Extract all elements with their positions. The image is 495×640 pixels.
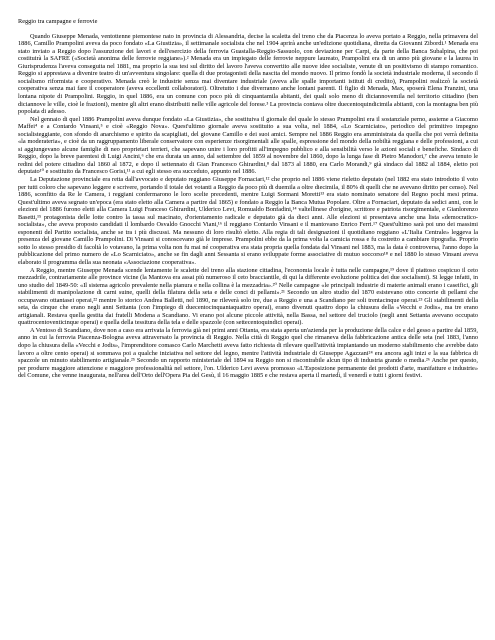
paragraph-1: Quando Giuseppe Menada, ventottenne piemontese nato in provincia di Alessandria, decise la scaletta del treno che da Piacenza lo aveva portato a Reggio, nella primavera del 1886, Camillo Prampolini aveva da poco fondato «La Giustizia», il settimanale socialista che nel 1904 aprirà anche un'edizione quotidiana, diretta da Giovanni Zibordi.¹ Menada era stato inviato a Reggio dopo l'assunzione dei lavori e dell'esercizio della ferrovia Guastalla-Reggio-Sassuolo, con deviazione per Carpi, da parte della Banca Subalpina, che poi costituirà la SAFRE («Società anonima delle ferrovie reggiane»).² Menada era un impiegato delle ferrovie neppure laureato, Prampolini era di un anno più giovane e la laurea in Giurisprudenza l'aveva conseguita nel 1881, ma proprio la sua tesi sul diritto del lavoro l'aveva convertito alle nuove idee socialiste, venute di un positivismo di stampo romantico. Reggio si apprestava a divenire teatro di un'avventura singolare: quella di due protagonisti della nascita del mondo nuovo. Il primo fondò la società industriale moderna, il secondo il socialismo riformista e cooperativo. Menada creò le industrie senza mai diventare industriale (aveva alle spalle importanti istituti di credito), Prampolini realizzò la società cooperativa senza mai fare il cooperatore (aveva eccellenti collaboratori). Oltretutto i due diverranno anche lontani parenti. Il figlio di Menada, Max, sposerà Elena Franzini, una lontana nipote di Prampolini. Reggio, in quel 1886, era un comune con poco più di cinquantamila abitanti, dei quali solo meno di diciannovemila nel territorio cittadino (ben diciannove le ville, cioè le frazioni), mentre gli altri erano distribuiti nelle ville agricole del forese.³ La provincia contava oltre duecentoquindicimila abitanti, con la montagna ben più popolata di adesso. [18, 32, 478, 116]
paragraph-5: A Ventoso di Scandiano, dove non a caso era arrivata la ferrovia già nei primi anni Ottanta, era stata aperta un'azienda per la produzione della calce e del gesso a partire dal 1859, anno in cui la ferrovia Piacenza-Bologna aveva attraversato la provincia di Reggio. Nella città di Reggio quel che rimaneva della fabbricazione antica delle seta (nel 1883, l'anno dopo la chiusura della «Vecchi e Jodis», l'imprenditore comasco Carlo Marchetti aveva fatto richiesta di rilevare quell'attività impiantando un moderno stabilimento che avrebbe dato lavoro a oltre cento operai) si sommava poi a qualche iniziativa nel settore del legno, mentre l'attività industriale di Giuseppe Agazzani²⁴ era ancora agli inizi e la sua fabbrica di spazzole un minuto stabilimento artigianale.²⁵ Secondo un rapporto ministeriale del 1894 su Reggio non si riscontrabile alcun tipo di industria grande o media.²⁶ Anche per questo, per produrre maggiore attenzione e maggiore professionalità nel settore, l'on. Ulderico Levi aveva promosso «L'Esposizione permanente dei prodotti d'arte, manifatture e industrie» del Comune, che venne inaugurata, nell'area dell'Orto dell'Opera Pia del Gesù, il 16 maggio 1885 e che restava aperta il martedì, il venerdì e tutti i giorni festivi. [18, 326, 478, 380]
chapter-heading: Reggio tra campagne e ferrovie [18, 18, 98, 25]
document-page [18, 18, 478, 630]
paragraph-4: A Reggio, mentre Giuseppe Menada scende lentamente le scalette del treno alla stazione cittadina, l'economia locale è tutta nelle campagne,¹⁹ dove il piattoso cospicuo il ceto mezzadrile, contrariamente alle province vicine (la Mantova era assai più numeroso il ceto bracciantile, di qui la differente evoluzione politica dei due socialismi). Si legge infatti, in uno studio del 1849-50: «Il sistema agricolo prevalente nella pianura e nella collina è la mezzadria».²⁰ Nelle campagne «le principali industrie di materie animali erano i caseifici, gli stabilimenti di manipolazione di carni suine, quelli della filatura della seta e delle conci di pellami».²¹ Secondo un altro studio del 1870 esistevano otto concerie di pellami che occupavano ottantasei operai,²² mentre lo storico Andrea Balletti, nel 1890, ne rileverà solo tre, due a Reggio e una a Scandiano per soli trentacinque operai.²³ Gli stabilimenti della seta, da cinque che erano negli anni Settanta (con l'impiego di duecentocinquantaquattro operai), erano divenuti quattro dopo la chiusura della «Vecchi e Jodis», ma tre erano artigianali. Restava quella gestita dai fratelli Modena a Scandiano. Vi erano poi alcune piccole attività, nella Bassa, nel settore del truciolo (negli anni Settanta avevano occupato quattrocentoventicinque operai) e quella della tessitura della tela e delle spazzole (con settecentoquindici operai). [18, 266, 478, 327]
paragraph-2: Nel gennaio di quel 1886 Prampolini aveva dunque fondato «La Giustizia», che sostituiva il giornale del quale lo stesso Prampolini era il sostanziale perno, assieme a Giacomo Maffei⁴ e a Contardo Vinsani,⁵ e cioè «Reggio Nova». Quest'ultimo giornale aveva sostituito a sua volta, nel 1884, «Lo Scarniciato», periodico del primitivo impegno socialisteggiante, con sfondo di anarchismo e spirito da scapigliati, del giovane Camillo e dei suoi amici. Sempre nel 1886 Reggio era amministrata da quella che poi verrà definita «la moderateria», e cioè da un raggruppamento liberale conservatore con esperienze risorgimentali alle spalle, espressione del mondo della nobiltà reggiana e delle professioni, a cui si aggiungevano alcune famiglie di neo proprietari terrieri, che sapevano unire i loro profitti all'impegno pubblico e alla sensibilità verso le azioni sociali e benefiche. Sindaco di Reggio, dopo la breve parentesi di Luigi Ancini,⁶ che era durata un anno, dal settembre del 1859 al novembre del 1860, dopo la lunga fase di Pietro Manodori,⁷ che aveva tenuto le redini del potere cittadino dal 1860 al 1872, e dopo il settennato di Gian Francesco Ghirardini,⁸ dal 1873 al 1880, era Carlo Morandi,⁹ già sindaco dal 1882 al 1884, eletto poi deputato¹⁰ e sostituito da Francesco Gorisi,¹¹ a cui egli stesso era succeduto, appunto nel 1886. [18, 115, 478, 176]
paragraph-3: La Deputazione provinciale era retta dall'avvocato e deputato reggiano Giuseppe Fornaciari,¹² che proprio nel 1886 viene rieletto deputato (nel 1882 era stato introdotto il voto per tutti coloro che sapevano leggere e scrivere, portando il totale dei votanti a Reggio da poco più di duemila a oltre diecimila, il 80% di quelli che ne avevano diritto per censo). Nel 1886, sconfitto da Re le Camera, i reggiani confermarono le loro scelte precedenti, mentre Luigi Sormani Moretti¹³ era stato nominato senatore del Regno pochi mesi prima. Quest'ultimo aveva segnato un'epoca (era stato eletto alla Camera a partire dal 1865) e fondato a Reggio la Banca Mutua Popolare. Oltre a Fornaciari, deputato da sedici anni, con le elezioni del 1886 furono eletti alla Camera Luigi Franceso Ghirardini, Ulderico Levi, Romualdo Bonfadini,¹⁴ valtellinese d'origine, scrittore e patriota risorgimentale, e Gianlorenzo Basetti,¹⁵ protagonista delle lotte contro la tassa sul macinato, d'orientamento radicale e deputato già da dieci anni. Alle elezioni si presentava anche una lista «democratico-socialista», che aveva proposto candidati il lombardo Osvaldo Gnocchi Viani,¹⁶ il reggiano Contardo Vinsani e il mantovano Enrico Ferri.¹⁷ Quest'ultimo sarà poi uno dei massimi esponenti del Partito socialista, anche se tra i più discussi. Ma nessuno di loro risultò eletto. Alla regia di tali designazioni il quotidiano reggiano «L'Italia Centrale» leggeva la presenza del giovane Camillo Prampolini. Di Vinsani si conoscevano già le imprese. Prampolini ebbe da la prima volta la camicia rossa e fu costretto a cambiare tipografia. Proprio sotto lo stesso presidio di facoltà lo votavano, la prima volta non fu mai né cooperativa era stata propria quella fondata dal Vinsani nel 1883, ma la data è controversa, l'anno dopo la pubblicazione del primo numero de «Lo Scarniciato», anche se fin dagli anni Sessanta si erano sviluppate forme associative di mutuo soccorso¹⁸ e nel 1880 lo stesso Vinsani aveva elaborato il programma della sua neonata «Associazione cooperativa». [18, 175, 478, 266]
